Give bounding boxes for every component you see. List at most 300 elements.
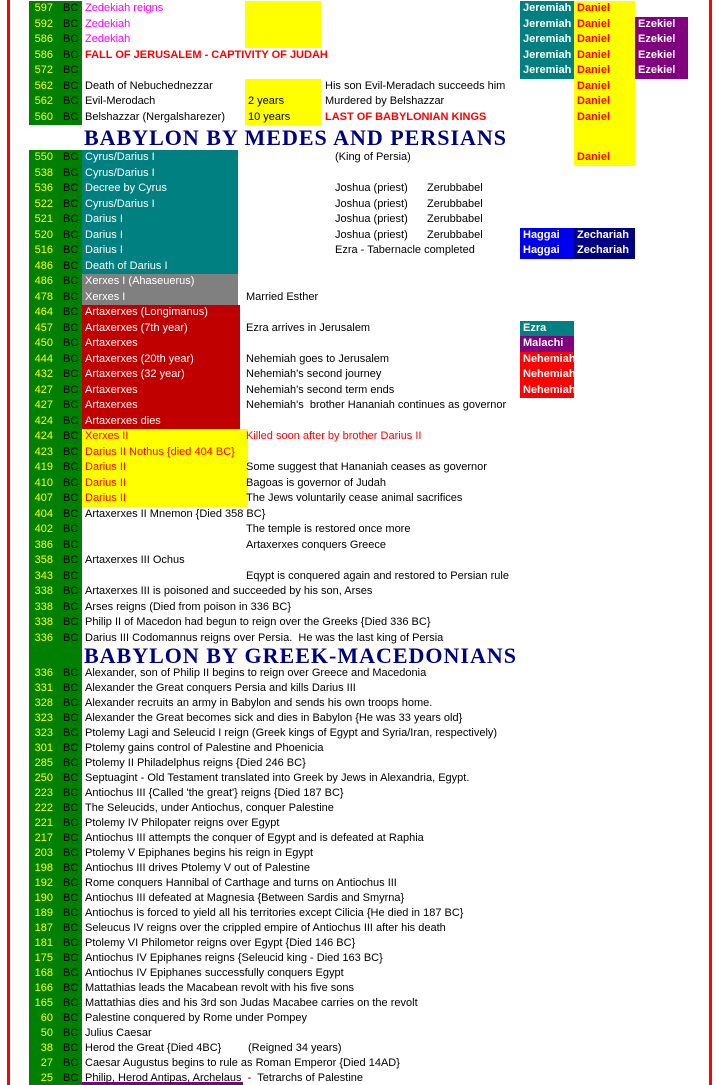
- bc-label: BC: [63, 182, 79, 194]
- detail-label: Some suggest that Hananiah ceases as governor: [246, 461, 487, 473]
- event-label: Alexander recruits an army in Babylon and sends his own troops home.: [85, 697, 433, 709]
- event-label: Darius II: [82, 460, 248, 476]
- bc-label: BC: [63, 275, 79, 287]
- bc-label: BC: [63, 832, 79, 844]
- year-label: 328: [34, 697, 53, 709]
- event-label: Ptolemy V Epiphanes begins his reign in Egypt: [85, 847, 314, 859]
- bc-label: BC: [63, 151, 79, 163]
- detail-label: Nehemiah's second term ends: [246, 383, 395, 396]
- event-label: Artaxerxes: [82, 398, 240, 414]
- event-label: Artaxerxes: [82, 383, 240, 399]
- year-label: 198: [34, 862, 53, 874]
- year-cell: [29, 846, 82, 861]
- year-cell: [29, 212, 82, 228]
- event-label: Caesar Augustus begins to rule as Roman Emperor {Died 14AD}: [85, 1057, 400, 1069]
- year-label: 192: [34, 877, 53, 889]
- year-label: 27: [40, 1057, 53, 1069]
- year-cell: [29, 936, 82, 951]
- year-cell: [29, 445, 82, 461]
- bc-label: BC: [63, 922, 79, 934]
- bc-label: BC: [63, 399, 79, 411]
- detail-label: Joshua (priest): [335, 197, 408, 210]
- event-label: Alexander the Great becomes sick and dies in Babylon {He was 33 years old}: [85, 712, 463, 724]
- year-cell: [29, 352, 82, 368]
- year-label: 285: [34, 757, 53, 769]
- year-label: 444: [34, 352, 53, 365]
- year-cell: [29, 876, 82, 891]
- timeline-row: [0, 906, 718, 921]
- bc-label: BC: [63, 321, 79, 334]
- bc-label: BC: [63, 569, 79, 582]
- timeline-row: [0, 1041, 718, 1056]
- year-label: 301: [34, 742, 53, 754]
- timeline-row: [0, 951, 718, 966]
- event-label: Evil-Merodach: [85, 95, 156, 107]
- timeline-row: [0, 966, 718, 981]
- year-cell: [29, 181, 82, 197]
- year-cell: [29, 1, 82, 17]
- detail-label: Married Esther: [246, 290, 319, 303]
- year-cell: [29, 786, 82, 801]
- year-label: 60: [40, 1012, 53, 1024]
- bc-label: BC: [63, 95, 79, 107]
- bc-label: BC: [63, 166, 79, 179]
- year-cell: [29, 741, 82, 756]
- event-label: Ptolemy IV Philopater reigns over Egypt: [85, 817, 280, 829]
- year-cell: [29, 522, 82, 538]
- badge-nehemiah: Nehemiah: [520, 352, 574, 368]
- period-box: 2 years: [245, 94, 321, 110]
- badge-ezra: Ezra: [520, 321, 574, 337]
- year-column-header-strip: [29, 646, 82, 666]
- year-cell: [29, 460, 82, 476]
- event-label: Xerxes II: [82, 429, 248, 445]
- year-label: 386: [34, 538, 53, 551]
- timeline-row: [0, 615, 718, 631]
- timeline-row: [0, 491, 718, 507]
- bc-label: BC: [63, 17, 79, 30]
- event-label: Ptolemy Lagi and Seleucid I reign (Greek kings of Egypt and Syria/Iran, respectively): [85, 727, 498, 739]
- year-cell: [29, 711, 82, 726]
- year-cell: [29, 569, 82, 585]
- bc-label: BC: [63, 244, 79, 256]
- event-label: Darius II: [82, 491, 248, 507]
- year-label: 592: [34, 17, 53, 30]
- bc-label: BC: [63, 585, 79, 597]
- timeline-row: [0, 981, 718, 996]
- bc-label: BC: [63, 352, 79, 365]
- detail-label: Nehemiah goes to Jerusalem: [246, 352, 390, 365]
- timeline-row: [0, 197, 718, 213]
- year-label: 572: [34, 64, 53, 76]
- bc-label: BC: [63, 79, 79, 92]
- badge-ezekiel: Ezekiel: [635, 17, 688, 33]
- bc-label: BC: [63, 1027, 79, 1039]
- timeline-row: [0, 801, 718, 816]
- year-cell: [29, 150, 82, 166]
- timeline-row: [0, 110, 718, 126]
- year-label: 424: [34, 414, 53, 427]
- year-cell: [29, 921, 82, 936]
- year-label: 166: [34, 982, 53, 994]
- year-label: 432: [34, 368, 53, 380]
- period-box: [245, 17, 321, 33]
- badge-haggai: Haggai: [520, 228, 574, 244]
- timeline-row: [0, 48, 718, 64]
- year-label: 189: [34, 907, 53, 919]
- year-cell: [29, 383, 82, 399]
- year-label: 336: [34, 631, 53, 644]
- timeline-row: [0, 891, 718, 906]
- year-cell: [29, 996, 82, 1011]
- year-cell: [29, 1056, 82, 1071]
- section-header-medes-persians: BABYLON BY MEDES AND PERSIANS: [84, 125, 508, 150]
- timeline-row: [0, 1071, 718, 1085]
- bc-label: BC: [63, 554, 79, 566]
- year-label: 217: [34, 832, 53, 844]
- year-label: 187: [34, 922, 53, 934]
- year-cell: [29, 615, 82, 631]
- detail-label: Zerubbabel: [427, 228, 483, 241]
- timeline-row: [0, 584, 718, 600]
- bc-label: BC: [63, 997, 79, 1009]
- event-label: Palestine conquered by Rome under Pompey: [85, 1012, 307, 1024]
- timeline-row: [0, 936, 718, 951]
- detail-label: Nehemiah's brother Hananiah continues as governor: [246, 399, 507, 411]
- event-label: Darius II Nothus {died 404 BC}: [82, 445, 248, 461]
- year-label: 165: [34, 997, 53, 1009]
- badge-jeremiah: Jeremiah: [520, 32, 574, 48]
- year-label: 560: [34, 110, 53, 123]
- badge-zechariah: Zechariah: [574, 243, 635, 259]
- timeline-row: [0, 681, 718, 696]
- year-cell: [29, 243, 82, 259]
- event-label: Antiochus III drives Ptolemy V out of Palestine: [85, 862, 311, 874]
- year-label: 38: [40, 1042, 53, 1054]
- year-label: 522: [34, 197, 53, 210]
- event-label: Septuagint - Old Testament translated into Greek by Jews in Alexandria, Egypt.: [85, 772, 470, 784]
- bc-label: BC: [63, 877, 79, 889]
- year-cell: [29, 631, 82, 647]
- timeline-row: [0, 726, 718, 741]
- bc-label: BC: [63, 712, 79, 724]
- badge-daniel: Daniel: [574, 32, 635, 48]
- timeline-row: [0, 741, 718, 756]
- bc-label: BC: [63, 757, 79, 769]
- bc-label: BC: [63, 600, 79, 613]
- year-cell: [29, 17, 82, 33]
- year-label: 586: [34, 33, 53, 45]
- timeline-row: [0, 414, 718, 430]
- year-cell: [29, 816, 82, 831]
- timeline-row: [0, 771, 718, 786]
- event-label: Cyrus/Darius I: [82, 197, 238, 213]
- year-label: 323: [34, 727, 53, 739]
- badge-nehemiah: Nehemiah: [520, 383, 574, 399]
- bc-label: BC: [63, 727, 79, 739]
- timeline-row: [0, 150, 718, 166]
- year-cell: [29, 681, 82, 696]
- timeline-row: [0, 79, 718, 95]
- badge-ezekiel: Ezekiel: [635, 32, 688, 48]
- bc-label: BC: [63, 907, 79, 919]
- event-label: Darius III Codomannus reigns over Persia. He was the last king of Persia: [85, 631, 444, 644]
- year-cell: [29, 891, 82, 906]
- bc-label: BC: [63, 337, 79, 349]
- detail-label: Murdered by Belshazzar: [325, 95, 445, 107]
- timeline-row: [0, 367, 718, 383]
- year-label: 427: [34, 383, 53, 396]
- year-cell: [29, 600, 82, 616]
- event-label: Xerxes I: [82, 290, 238, 306]
- year-cell: [29, 398, 82, 414]
- timeline-row: [0, 63, 718, 79]
- event-label: Decree by Cyrus: [82, 181, 238, 197]
- timeline-row: [0, 17, 718, 33]
- year-label: 407: [34, 492, 53, 504]
- year-label: 550: [34, 151, 53, 163]
- event-label: Zedekiah reigns: [85, 2, 164, 14]
- event-label: Arses reigns (Died from poison in 336 BC}: [85, 600, 292, 613]
- year-label: 343: [34, 569, 53, 582]
- year-cell: [29, 906, 82, 921]
- year-label: 25: [40, 1072, 53, 1084]
- timeline-row: [0, 429, 718, 445]
- badge-zechariah: Zechariah: [574, 228, 635, 244]
- event-label: Ptolemy gains control of Palestine and Phoenicia: [85, 742, 324, 754]
- bc-label: BC: [63, 2, 79, 14]
- bc-label: BC: [63, 631, 79, 644]
- year-label: 181: [34, 937, 53, 949]
- event-label: Zedekiah: [85, 33, 131, 45]
- year-cell: [29, 1041, 82, 1056]
- event-label: Artaxerxes III Ochus: [85, 554, 185, 566]
- year-cell: [29, 110, 82, 126]
- badge-jeremiah: Jeremiah: [520, 1, 574, 17]
- daniel-column-header-strip: [574, 125, 635, 150]
- event-label: Zedekiah: [85, 17, 131, 30]
- event-label: Mattathias dies and his 3rd son Judas Macabee carries on the revolt: [85, 997, 418, 1009]
- year-label: 538: [34, 166, 53, 179]
- detail-label: LAST OF BABYLONIAN KINGS: [325, 110, 487, 123]
- year-cell: [29, 414, 82, 430]
- year-label: 250: [34, 772, 53, 784]
- year-label: 521: [34, 213, 53, 225]
- year-label: 478: [34, 290, 53, 303]
- year-label: 516: [34, 244, 53, 256]
- timeline-row: [0, 756, 718, 771]
- badge-daniel: Daniel: [574, 79, 635, 95]
- event-label: Antiochus III defeated at Magnesia {Between Sardis and Smyrna}: [85, 892, 405, 904]
- year-label: 358: [34, 554, 53, 566]
- event-label: Alexander the Great conquers Persia and kills Darius III: [85, 682, 356, 694]
- bc-label: BC: [63, 667, 79, 679]
- event-label: Cyrus/Darius I: [82, 166, 238, 182]
- event-label: Darius II: [82, 476, 248, 492]
- event-label: Xerxes I (Ahaseuerus): [82, 274, 238, 290]
- year-cell: [29, 166, 82, 182]
- bc-label: BC: [63, 476, 79, 489]
- year-cell: [29, 79, 82, 95]
- timeline-row: [0, 846, 718, 861]
- period-box: [245, 79, 321, 95]
- bc-label: BC: [63, 538, 79, 551]
- bc-label: BC: [63, 682, 79, 694]
- bc-label: BC: [63, 259, 79, 272]
- bc-label: BC: [63, 892, 79, 904]
- bc-label: BC: [63, 817, 79, 829]
- event-label: Antiochus IV Epiphanes successfully conquers Egypt: [85, 967, 344, 979]
- year-label: 486: [34, 275, 53, 287]
- year-cell: [29, 94, 82, 110]
- badge-daniel: Daniel: [574, 150, 635, 166]
- event-label: Darius I: [82, 228, 238, 244]
- year-cell: [29, 274, 82, 290]
- year-label: 450: [34, 337, 53, 349]
- timeline-row: [0, 921, 718, 936]
- badge-jeremiah: Jeremiah: [520, 17, 574, 33]
- detail-label: Zerubbabel: [427, 213, 483, 225]
- event-label: Seleucus IV reigns over the crippled empire of Antiochus III after his death: [85, 922, 446, 934]
- bc-label: BC: [63, 862, 79, 874]
- year-cell: [29, 476, 82, 492]
- event-label: Ptolemy VI Philometor reigns over Egypt {Died 146 BC}: [85, 937, 356, 949]
- year-label: 190: [34, 892, 53, 904]
- bc-label: BC: [63, 1057, 79, 1069]
- badge-jeremiah: Jeremiah: [520, 48, 574, 64]
- year-cell: [29, 726, 82, 741]
- detail-label: Artaxerxes conquers Greece: [246, 538, 387, 551]
- detail-label: Zerubbabel: [427, 197, 483, 210]
- bc-label: BC: [63, 847, 79, 859]
- event-label: Julius Caesar: [85, 1027, 152, 1039]
- badge-daniel: Daniel: [574, 17, 635, 33]
- timeline-row: [0, 631, 718, 647]
- badge-nehemiah: Nehemiah: [520, 367, 574, 383]
- year-cell: [29, 367, 82, 383]
- bc-label: BC: [63, 492, 79, 504]
- timeline-row: [0, 600, 718, 616]
- badge-daniel: Daniel: [574, 110, 635, 126]
- year-cell: [29, 228, 82, 244]
- timeline-row: [0, 1056, 718, 1071]
- bc-label: BC: [63, 507, 79, 520]
- year-label: 323: [34, 712, 53, 724]
- timeline-row: [0, 32, 718, 48]
- year-cell: [29, 951, 82, 966]
- year-cell: [29, 321, 82, 337]
- year-label: 597: [34, 2, 53, 14]
- timeline-row: [0, 445, 718, 461]
- event-label: Antiochus is forced to yield all his territories except Cilicia {He died in 187 BC}: [85, 907, 464, 919]
- bc-label: BC: [63, 414, 79, 427]
- detail-label: Ezra - Tabernacle completed: [335, 244, 475, 256]
- period-box: 10 years: [245, 110, 321, 126]
- event-label: FALL OF JERUSALEM - CAPTIVITY OF JUDAH: [85, 48, 328, 61]
- year-label: 520: [34, 228, 53, 241]
- timeline-row: [0, 696, 718, 711]
- event-label: Darius I: [82, 243, 238, 259]
- year-label: 419: [34, 461, 53, 473]
- timeline-row: [0, 166, 718, 182]
- year-cell: [29, 491, 82, 507]
- timeline-row: [0, 321, 718, 337]
- detail-label: The Jews voluntarily cease animal sacrifices: [246, 492, 463, 504]
- timeline-row: [0, 274, 718, 290]
- bc-label: BC: [63, 461, 79, 473]
- year-cell: [29, 666, 82, 681]
- year-cell: [29, 696, 82, 711]
- timeline-row: [0, 553, 718, 569]
- badge-malachi: Malachi: [520, 336, 574, 352]
- event-label: Philip II of Macedon had begun to reign over the Greeks {Died 336 BC}: [85, 616, 431, 628]
- event-label: Cyrus/Darius I: [82, 150, 238, 166]
- year-cell: [29, 1071, 82, 1085]
- timeline-row: [0, 290, 718, 306]
- timeline-row: [0, 996, 718, 1011]
- year-label: 223: [34, 787, 53, 799]
- year-label: 331: [34, 682, 53, 694]
- timeline-row: [0, 476, 718, 492]
- year-cell: [29, 197, 82, 213]
- event-label: Artaxerxes (20th year): [82, 352, 240, 368]
- period-box: [245, 1, 321, 17]
- year-cell: [29, 290, 82, 306]
- bc-label: BC: [63, 64, 79, 76]
- year-label: 423: [34, 445, 53, 458]
- year-label: 427: [34, 399, 53, 411]
- bc-label: BC: [63, 110, 79, 123]
- year-cell: [29, 538, 82, 554]
- event-label: Artaxerxes (7th year): [82, 321, 240, 337]
- year-cell: [29, 507, 82, 523]
- event-label: Philip, Herod Antipas, Archelaus - Tetrarchs of Palestine: [85, 1072, 363, 1084]
- year-label: 402: [34, 523, 53, 535]
- year-cell: [29, 801, 82, 816]
- bc-label: BC: [63, 48, 79, 61]
- event-label: Artaxerxes (Longimanus): [82, 305, 240, 321]
- year-label: 464: [34, 306, 53, 318]
- bc-label: BC: [63, 228, 79, 241]
- detail-label: Joshua (priest): [335, 228, 408, 241]
- year-cell: [29, 32, 82, 48]
- year-cell: [29, 861, 82, 876]
- year-cell: [29, 305, 82, 321]
- timeline-row: [0, 181, 718, 197]
- timeline-row: [0, 569, 718, 585]
- event-label: Death of Nebuchednezzar: [85, 79, 213, 92]
- year-label: 168: [34, 967, 53, 979]
- detail-label: Joshua (priest): [335, 182, 408, 194]
- timeline-row: [0, 259, 718, 275]
- event-label: Herod the Great {Died 4BC}: [85, 1042, 222, 1054]
- year-cell: [29, 981, 82, 996]
- timeline-row: [0, 666, 718, 681]
- event-label: Antiochus IV Epiphanes reigns {Seleucid king - Died 163 BC}: [85, 952, 383, 964]
- timeline-row: [0, 460, 718, 476]
- section-header-greek-macedonians: BABYLON BY GREEK-MACEDONIANS: [84, 643, 518, 668]
- timeline-row: [0, 383, 718, 399]
- event-label: Antiochus III {Called 'the great'} reigns {Died 187 BC}: [85, 787, 344, 799]
- period-box: [245, 32, 321, 48]
- bc-label: BC: [63, 383, 79, 396]
- detail-label: Nehemiah's second journey: [246, 368, 382, 380]
- event-label: Artaxerxes dies: [82, 414, 240, 430]
- event-label: Antiochus III attempts the conquer of Egypt and is defeated at Raphia: [85, 832, 424, 844]
- event-label: The Seleucids, under Antiochus, conquer Palestine: [85, 802, 334, 814]
- detail-label: Ezra arrives in Jerusalem: [246, 321, 371, 334]
- year-cell: [29, 429, 82, 445]
